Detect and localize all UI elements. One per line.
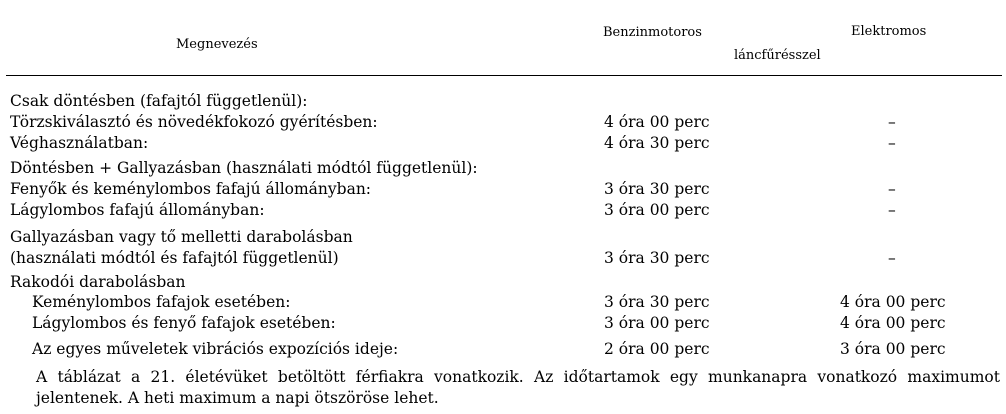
header-benzinmotoros: Benzinmotoros xyxy=(603,25,702,40)
table-row xyxy=(0,340,1006,360)
header-lancfureszel: láncfűrésszel xyxy=(734,48,821,63)
row-label: Fenyők és keménylombos fafajú állományban: xyxy=(10,180,372,198)
table-row xyxy=(0,228,1006,248)
elektromos-value: 4 óra 00 perc xyxy=(840,293,946,311)
row-label: Keménylombos fafajok esetében: xyxy=(32,293,291,311)
row-label: Lágylombos fafajú állományban: xyxy=(10,201,265,219)
elektromos-value: 4 óra 00 perc xyxy=(840,314,946,332)
table-row xyxy=(0,249,1006,269)
elektromos-value: – xyxy=(888,249,896,267)
header-megnevezes: Megnevezés xyxy=(176,37,258,52)
table-row xyxy=(0,293,1006,313)
table-row xyxy=(0,159,1006,179)
row-label: Döntésben + Gallyazásban (használati módtól függetlenül): xyxy=(10,159,478,177)
benzin-value: 3 óra 30 perc xyxy=(604,249,710,267)
benzin-value: 3 óra 00 perc xyxy=(604,314,710,332)
row-label: Törzskiválasztó és növedékfokozó gyérítésben: xyxy=(10,113,378,131)
elektromos-value: – xyxy=(888,134,896,152)
benzin-value: 2 óra 00 perc xyxy=(604,340,710,358)
elektromos-value: – xyxy=(888,113,896,131)
table-row xyxy=(0,113,1006,133)
benzin-value: 4 óra 00 perc xyxy=(604,113,710,131)
row-label: Az egyes műveletek vibrációs expozíciós ideje: xyxy=(32,340,399,358)
table-row xyxy=(0,314,1006,334)
table-row xyxy=(0,180,1006,200)
table-footnote xyxy=(10,367,1000,409)
benzin-value: 3 óra 30 perc xyxy=(604,180,710,198)
benzin-value: 4 óra 30 perc xyxy=(604,134,710,152)
elektromos-value: – xyxy=(888,180,896,198)
elektromos-value: 3 óra 00 perc xyxy=(840,340,946,358)
row-label: Véghasználatban: xyxy=(10,134,149,152)
header-rule xyxy=(6,75,1002,76)
row-label: Rakodói darabolásban xyxy=(10,273,186,291)
benzin-value: 3 óra 30 perc xyxy=(604,293,710,311)
table-row xyxy=(0,134,1006,154)
row-label: Lágylombos és fenyő fafajok esetében: xyxy=(32,314,336,332)
benzin-value: 3 óra 00 perc xyxy=(604,201,710,219)
table-row xyxy=(0,92,1006,112)
table-row xyxy=(0,273,1006,293)
table-row xyxy=(0,201,1006,221)
header-elektromos: Elektromos xyxy=(851,24,927,39)
row-label: (használati módtól és fafajtól függetlenül) xyxy=(10,249,339,267)
footnote-text: A táblázat a 21. életévüket betöltött férfiakra vonatkozik. Az időtartamok egy munkanapra vonatkozó maximumot jelentenek. A heti maximum a napi ötszöröse lehet. xyxy=(36,368,1000,407)
elektromos-value: – xyxy=(888,201,896,219)
row-label: Gallyazásban vagy tő melletti darabolásban xyxy=(10,228,353,246)
row-label: Csak döntésben (fafajtól függetlenül): xyxy=(10,92,308,110)
